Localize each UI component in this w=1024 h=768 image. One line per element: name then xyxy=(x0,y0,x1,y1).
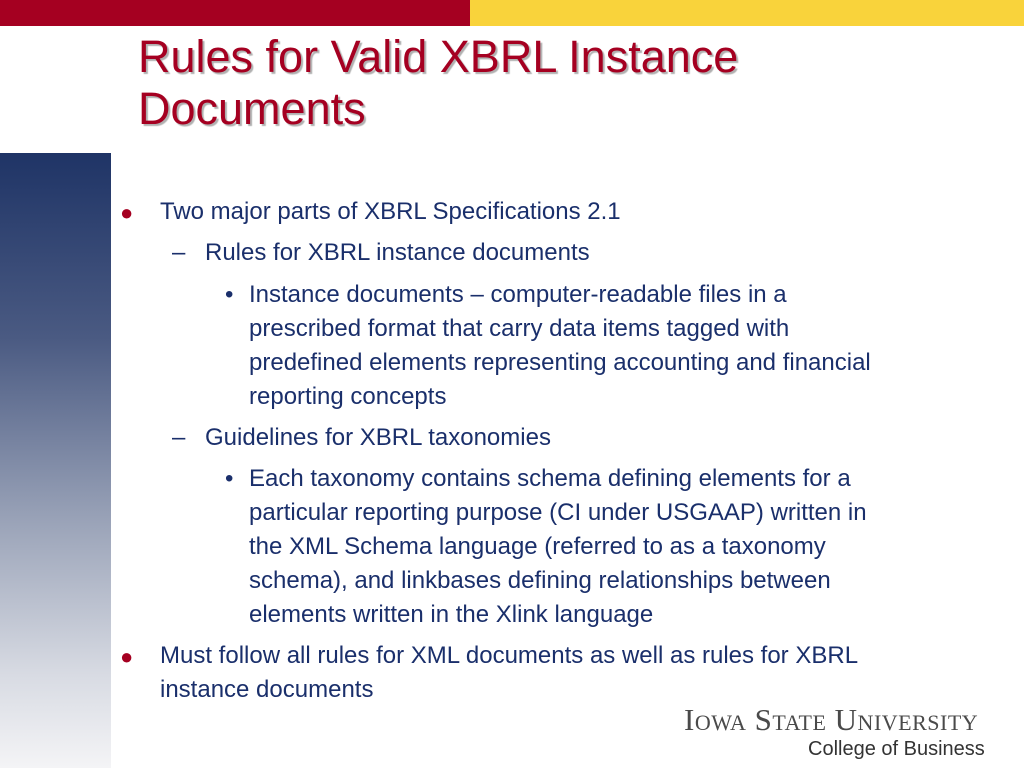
college-name: College of Business xyxy=(808,738,985,760)
sub-item-2-line-3: the XML Schema language (referred to as a taxonomy xyxy=(249,533,826,560)
sub-item-1-line-1: Instance documents – computer-readable files in a xyxy=(249,281,787,308)
university-name: Iowa State University xyxy=(684,702,979,737)
dash-icon: – xyxy=(172,239,186,266)
bullet-1-text: Two major parts of XBRL Specifications 2.1 xyxy=(160,198,621,225)
small-bullet-icon: • xyxy=(225,465,234,492)
sub-item-1-line-4: reporting concepts xyxy=(249,383,447,410)
sub-item-1-line-2: prescribed format that carry data items tagged with xyxy=(249,315,790,342)
sub-bullet-2-text: Guidelines for XBRL taxonomies xyxy=(205,424,551,451)
bullet-2-line-1: Must follow all rules for XML documents as well as rules for XBRL xyxy=(160,642,859,669)
sub-item-1-line-3: predefined elements representing accounting and financial xyxy=(249,349,871,376)
slide-title-line-2: Documents xyxy=(138,83,366,134)
sub-bullet-1-text: Rules for XBRL instance documents xyxy=(205,239,590,266)
sub-item-2-line-5: elements written in the Xlink language xyxy=(249,601,654,628)
dash-icon: – xyxy=(172,424,186,451)
small-bullet-icon: • xyxy=(225,281,234,308)
bullet-2-line-2: instance documents xyxy=(160,676,374,703)
university-logo xyxy=(684,702,985,760)
bullet-dot-icon: ● xyxy=(120,644,134,669)
slide-title-line-1: Rules for Valid XBRL Instance xyxy=(138,31,739,82)
sub-item-2-line-2: particular reporting purpose (CI under USGAAP) written in xyxy=(249,499,867,526)
bullet-dot-icon: ● xyxy=(120,200,134,225)
sub-item-2-line-4: schema), and linkbases defining relationships between xyxy=(249,567,831,594)
sub-item-2-line-1: Each taxonomy contains schema defining elements for a xyxy=(249,465,851,492)
